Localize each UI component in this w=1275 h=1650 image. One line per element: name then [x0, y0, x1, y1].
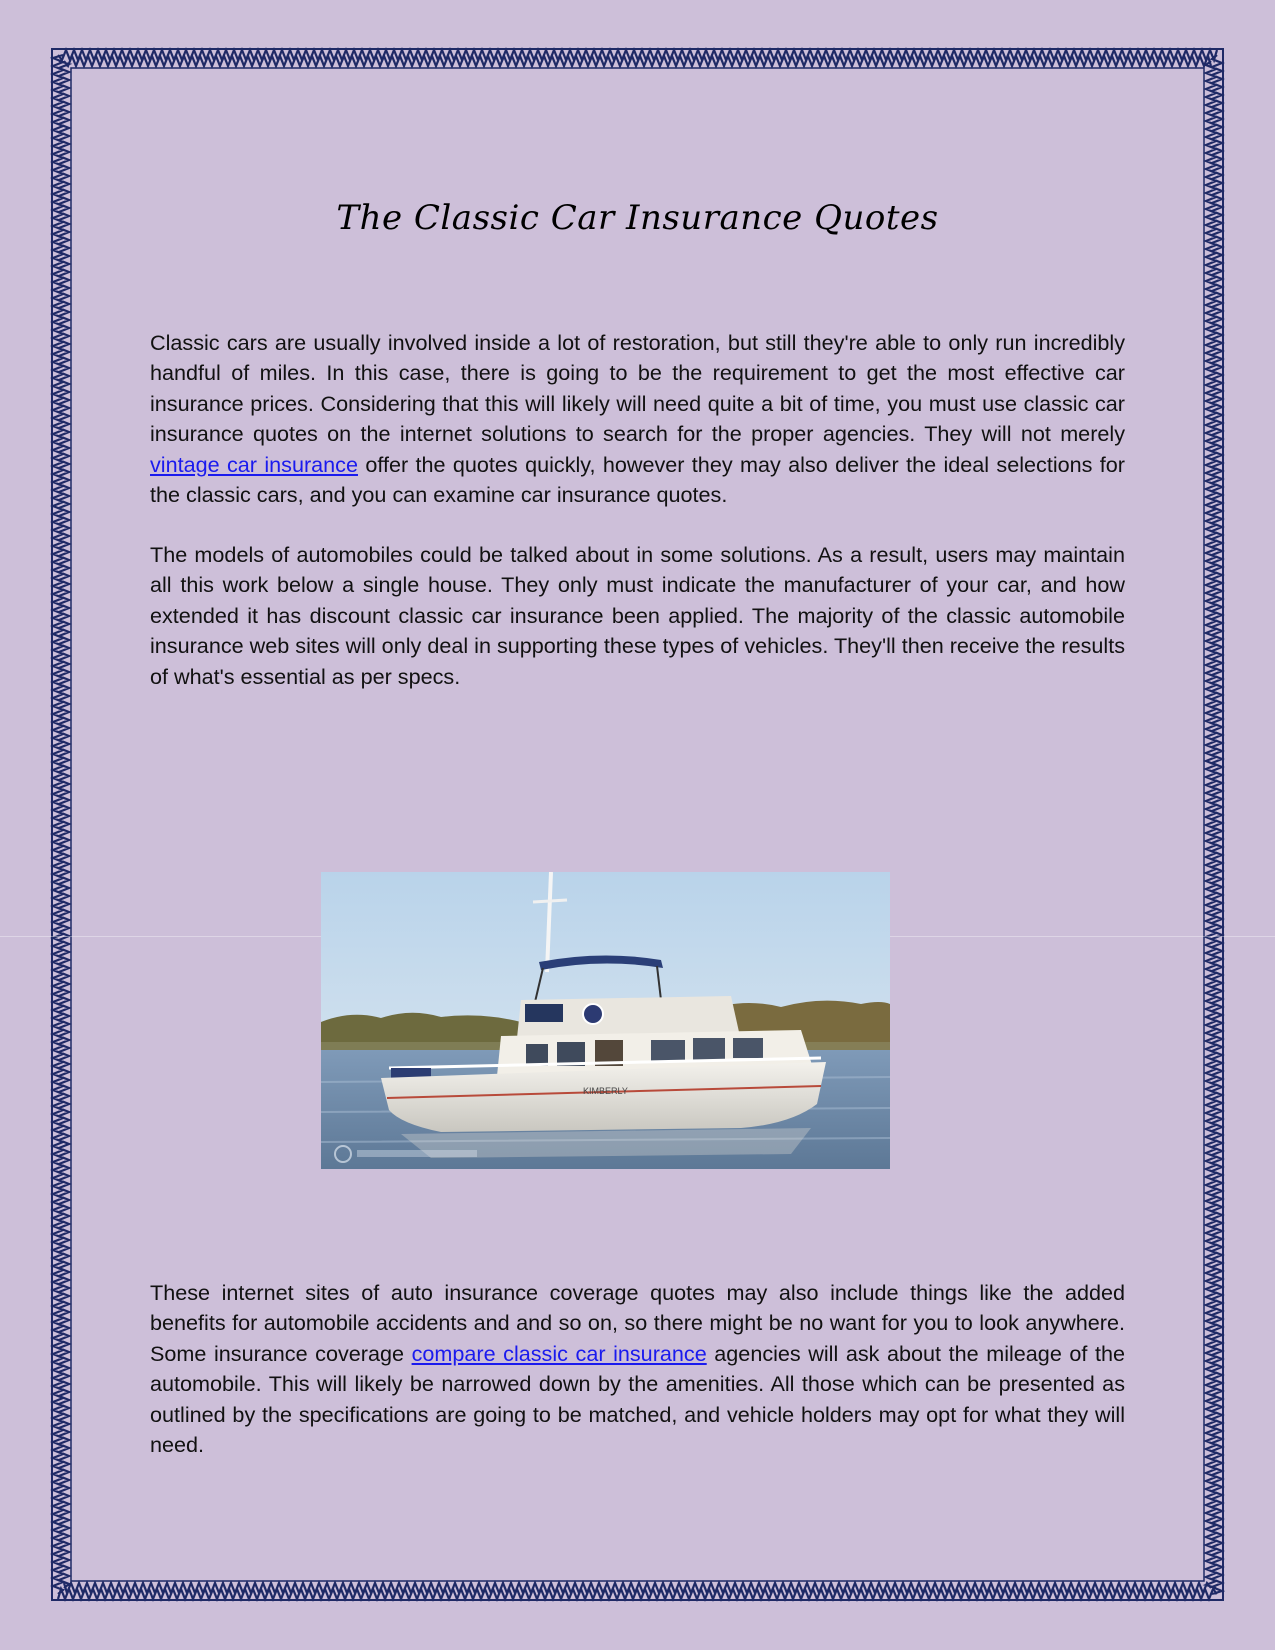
paragraph-3-text-after: agencies will ask about the mileage of the automobile. This will likely be narrowed down by the amenities. All those which can be presented as outlined by the specifications are going to be matched, and vehicle holders may opt for what they will need.	[150, 1340, 1125, 1458]
paragraph-2: The models of automobiles could be talked about in some solutions. As a result, users may maintain all this work below a single house. They only must indicate the manufacturer of your car, and how extended it has discount classic car insurance been applied. The majority of the classic automobile insurance web sites will only deal in supporting these types of vehicles. They'll then receive the results of what's essential as per specs.	[150, 542, 1125, 689]
vintage-car-insurance-link[interactable]: vintage car insurance	[150, 451, 358, 477]
svg-text:KIMBERLY: KIMBERLY	[583, 1086, 628, 1096]
compare-classic-car-insurance-link[interactable]: compare classic car insurance	[411, 1340, 707, 1366]
paragraph-1	[150, 328, 1125, 510]
paragraph-1-text-before: Classic cars are usually involved inside a lot of restoration, but still they're able to only run incredibly handful of miles. In this case, there is going to be the requirement to get the most effective car insurance prices. Considering that this will likely will need quite a bit of time, you must use classic car insurance quotes on the internet solutions to search for the proper agencies. They will not merely	[150, 330, 1125, 447]
paragraph-3	[150, 1278, 1125, 1460]
boat-photo	[321, 872, 890, 1169]
paragraph-1-text-after: offer the quotes quickly, however they may also deliver the ideal selections for the classic cars, and you can examine car insurance quotes.	[150, 451, 1125, 508]
paragraph-3-text-before: These internet sites of auto insurance coverage quotes may also include things like the added benefits for automobile accidents and and so on, so there might be no want for you to look anywhere. Some insurance coverage	[150, 1280, 1125, 1366]
document-title: The Classic Car Insurance Quotes	[336, 198, 939, 238]
